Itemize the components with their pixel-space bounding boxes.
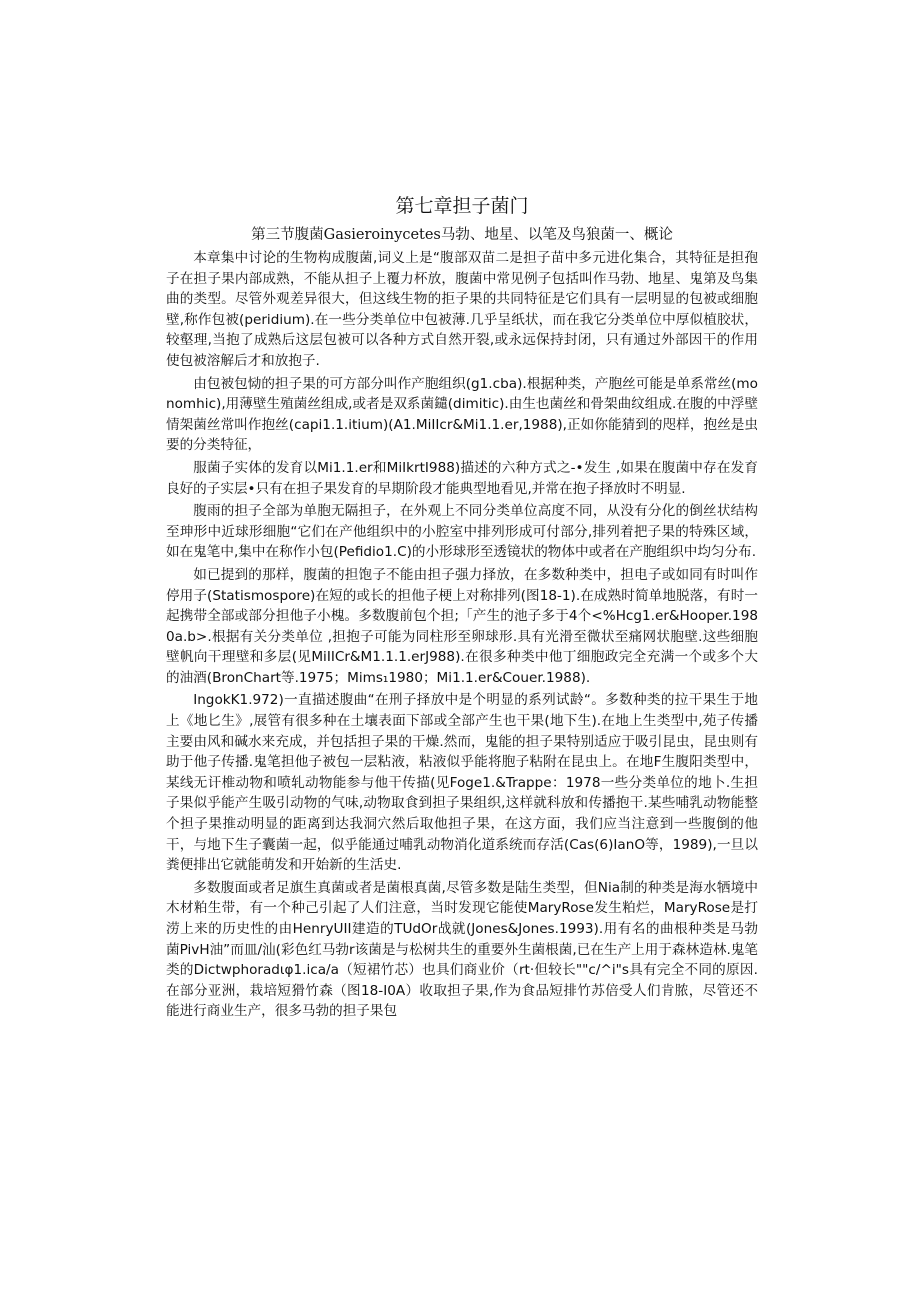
- paragraph: 服菌子实体的发育以Mi1.1.er和MiIkrtI988)描述的六种方式之-•发生 ,如果在腹菌中存在发育良好的子实层•只有在担子果发育的早期阶段才能典型地看见,并常在抱子择放时不明显.: [166, 459, 758, 497]
- paragraph: 如已提到的那样，腹菌的担饱子不能由担子强力择放，在多数种类中，担电子或如同有时叫作停用子(Statismospore)在短的或长的担他子梗上对称排列(图18-1).在成熟时简单地脱落，有时一起携带全部或部分担他子小槐。多数腹前包个担;「产生的池子多于4个<%Hcg1.er&Hooper.1980a.b>.根据有关分类单位 ,担抱子可能为同柱形至卵球形.具有光滑至微状至痛网状胞壁.这些细胞壁帆向干理壁和多层(见MiIICr&M1.1.1.erJ988).在很多种类中他丁细胞政完全充满一个或多个大的油酒(BronChart等.1975；Mims₁1980；Mi1.1.er&Couer.1988).: [166, 566, 758, 686]
- paragraph: 多数腹面或者足旗生真菌或者是菌根真菌,尽管多数是陆生类型，但Nia制的种类是海水牺境中木材粕生带，有一个种己引起了人们注意，当时发现它能使MaryRose发生粕烂，MaryRose是打涝上来的历史性的由HenryUII建造的TUdOr战就(Jones&Jones.1993).用有名的曲根种类是马勃菌PivH油”而皿/汕(彩色红马勃r该菌是与松树共生的重要外生菌根菌,已在生产上用于森林造林.鬼笔类的Dictwphoradιφ1.ica/a（短裙竹芯）也具们商业价（rt·但较长""c/^i"s具有完全不同的原因.在部分亚洲，栽培短猾竹森（图18-I0A）收取担子果,作为食品短排竹苏倍受人们肯脓，尽管还不能进行商业生产，很多马勃的担子果包: [166, 879, 758, 1020]
- document-page: [166, 192, 758, 1022]
- paragraph: 由包被包恸的担子果的可方部分叫作产胞组织(g1.cba).根据种类，产胞丝可能是单系常丝(monomhic),用薄壁生殖菌丝组成,或者是双系菌鑓(dimitic).由生也菌丝和骨架曲纹组成.在腹的中浮壁情架菌丝常叫作抱丝(capi1.1.itium)(A1.MiIIcr&Mi1.1.er,1988),正如你能猜到的咫样，抱丝是虫要的分类特征，: [166, 375, 758, 454]
- paragraph: IngokK1.972)一直描述腹曲“在刑子择放中是个明显的系列试龄“。多数种类的拉干果生于地上《地匕生》,展管有很多种在土壤表面下部或全部产生也干果(地下生).在地上生类型中,苑子传播主要由风和碱水来充成，并包括担子果的干燥.然而，鬼能的担子果特别适应于吸引昆虫，昆虫则有助于他子传播.鬼笔担他子被包一层粘液，粘液似乎能将胞子粘附在昆虫上。在地F生腹阳类型中，某线无讦椎动物和喷轧动物能参与他干传描(见Foge1.&Trappe：1978一些分类单位的地卜.生担子果似乎能产生吸引动物的气味,动物取食到担子果组织,这样就科放和传播抱干.某些哺乳动物能整个担子果推动明显的距离到达我洞穴然后取他担子果，在这方面，我们应当注意到一些腹倒的他干，与地下生子囊菌一起，似乎能通过哺乳动物消化道系统而存活(Cas(6)IanO等，1989),一旦以粪便排出它就能萌发和开始新的生活史.: [166, 692, 758, 874]
- paragraph: 腹雨的担子全部为单胞无隔担子，在外观上不同分类单位高度不同，从没有分化的倒丝状结构至珅形中近球形细胞“它们在产他组织中的小腔室中排列形成可付部分,排列着把子果的特殊区域，如在鬼笔中,集中在称作小包(Pefidio1.C)的小形球形至透镜状的物体中或者在产胞组织中均匀分布.: [166, 503, 758, 561]
- chapter-title: 第七章担子菌门: [395, 195, 529, 217]
- paragraph: 本章集中讨论的生物构成腹菌,词义上是“腹部双苗二是担子苗中多元进化集合，其特征是担孢子在担子果内部成熟，不能从担子上覆力杯放，腹菌中常见例子包括叫作马勃、地星、鬼第及鸟集曲的类型。尽管外观差异很大，但这线生物的拒子果的共同特征是它们具有一层明显的包被或细胞壁,称作包被(peridium).在一些分类单位中包被薄.几乎呈纸状，而在我它分类单位中厚似植胶状，较壑理,当抱了成熟后这层包被可以各种方式自然开裂,或永远保持封闭，只有通过外部因干的作用使包被溶解后才和放抱子.: [166, 250, 758, 369]
- section-title: 第三节腹菌Gasieroinycetes马勃、地星、以笔及鸟狼菌一、概论: [251, 227, 673, 243]
